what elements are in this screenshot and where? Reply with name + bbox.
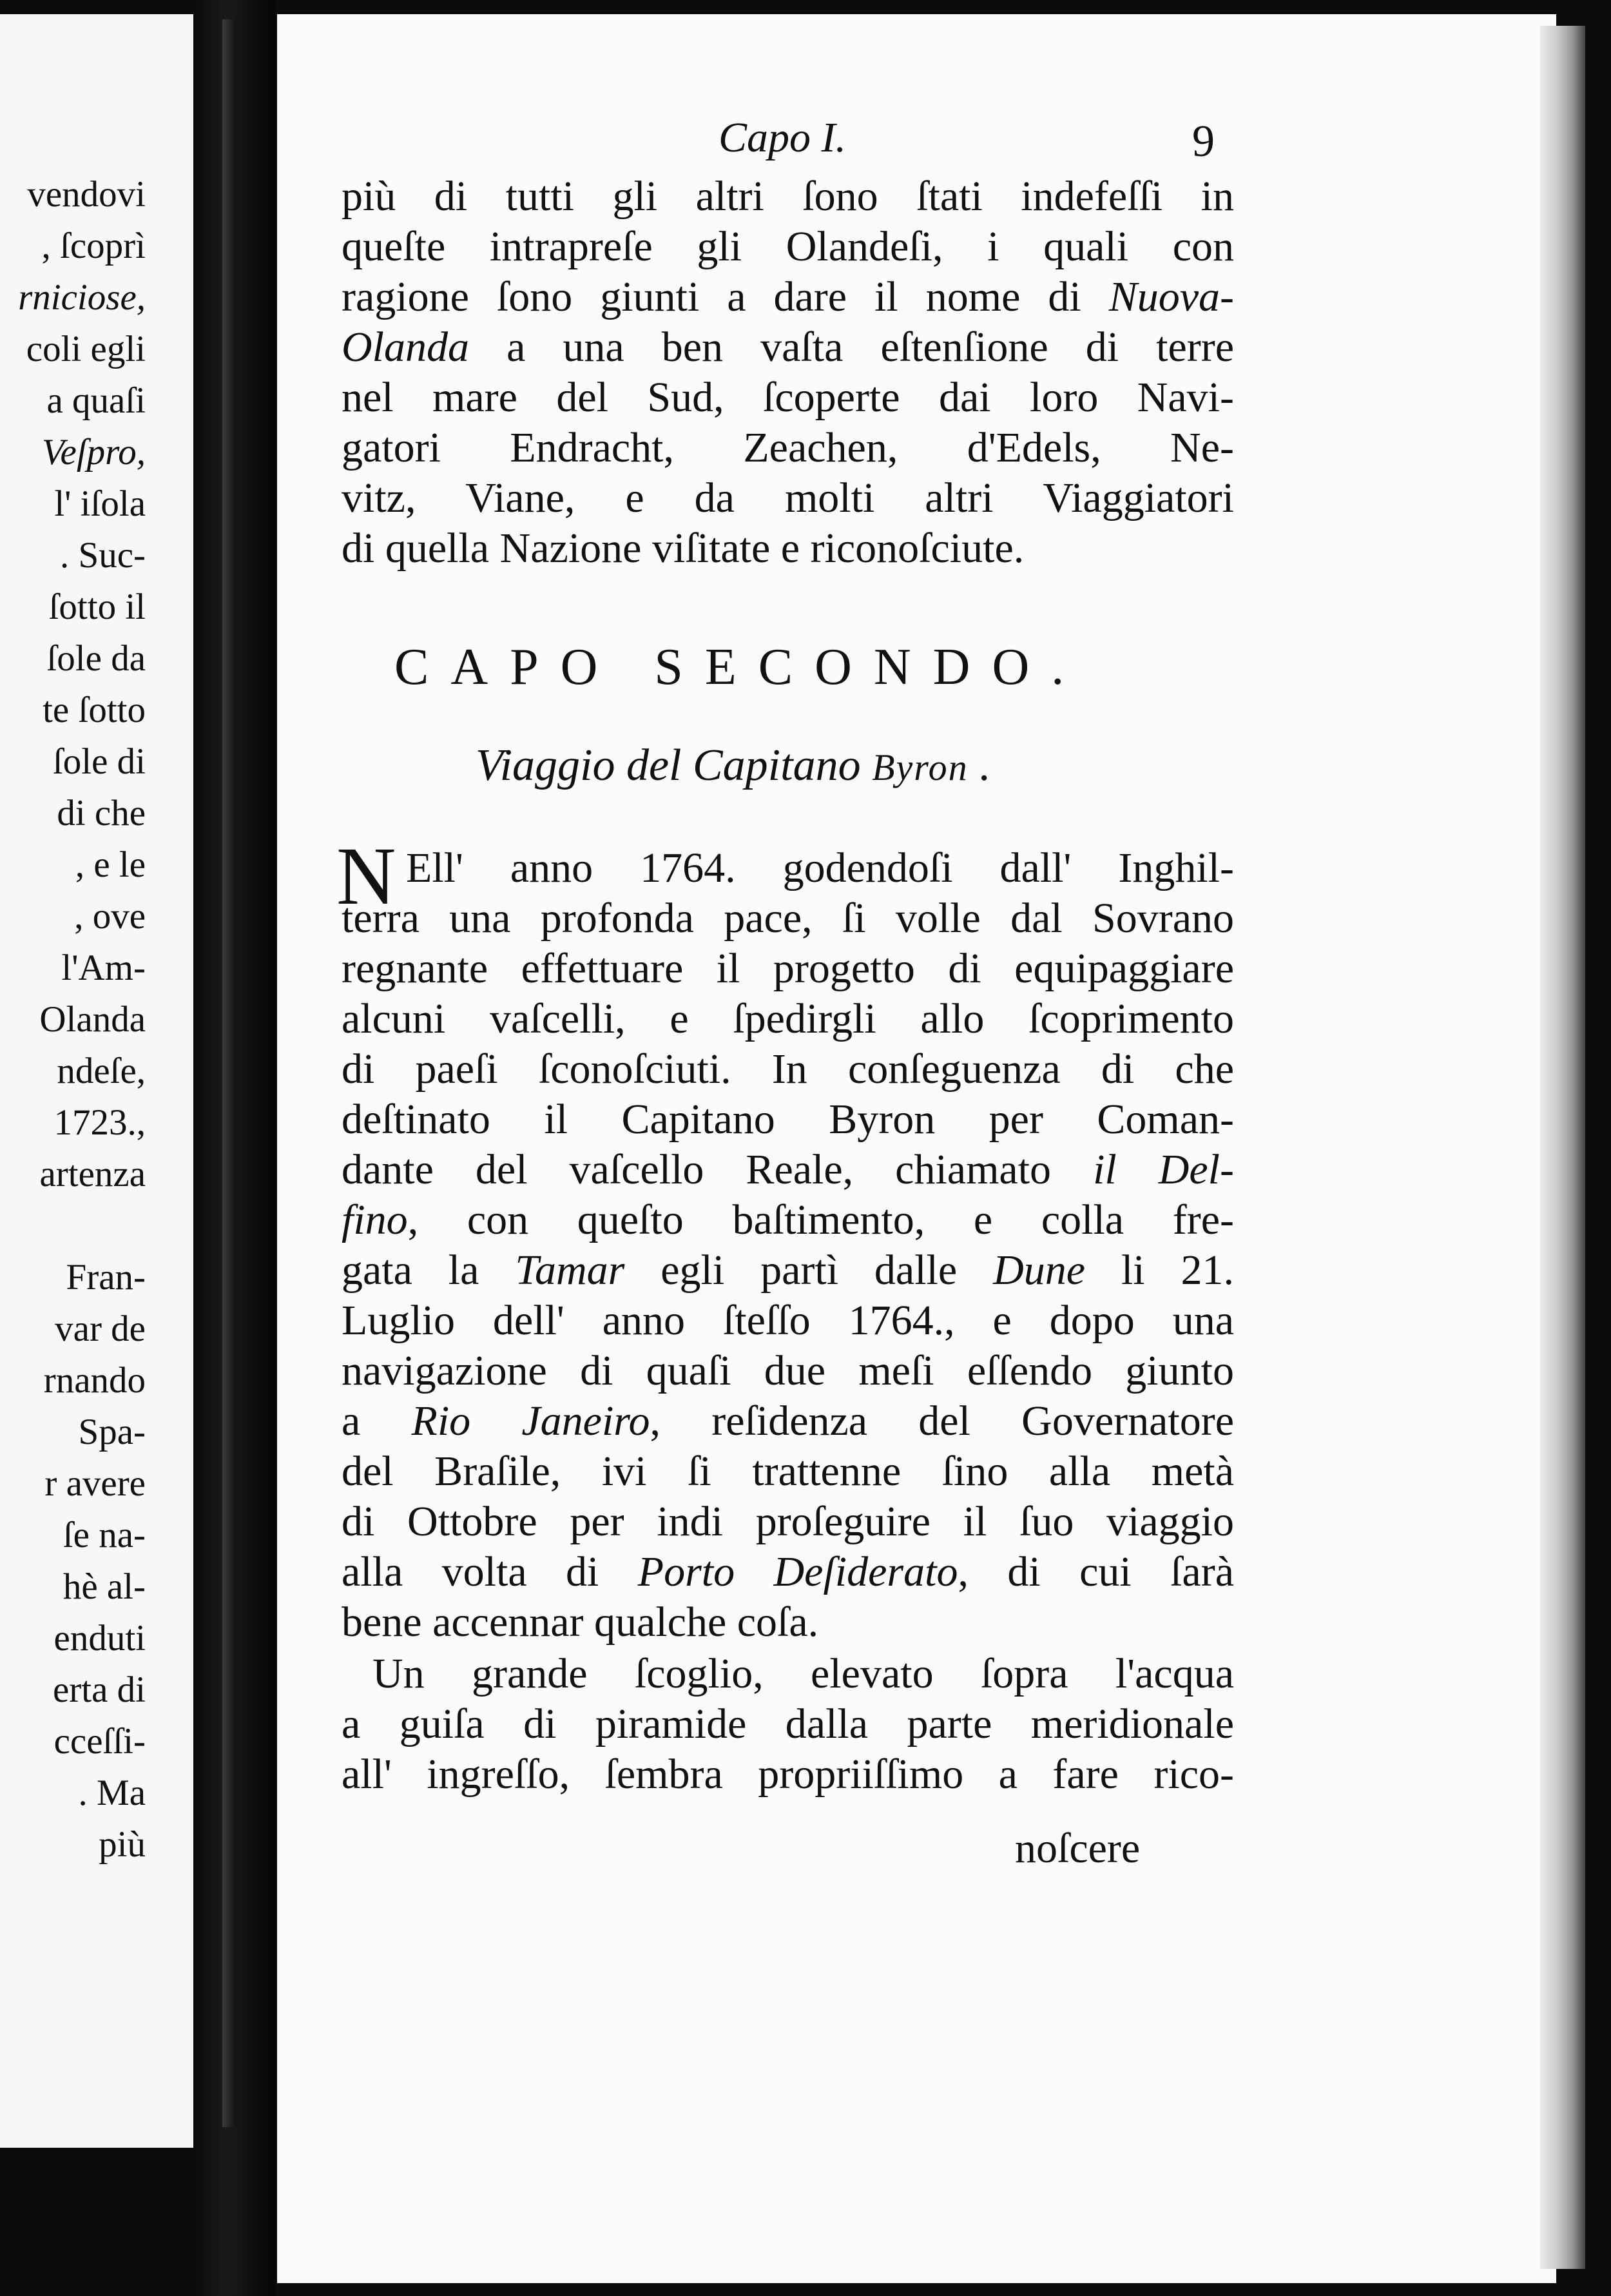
- text-line: queſte intrapreſe gli Olandeſi, i quali con: [342, 223, 1234, 270]
- left-page-line: var de: [55, 1309, 146, 1349]
- text-span: a: [342, 1397, 361, 1445]
- left-page-line: vendovi: [27, 174, 146, 215]
- left-page-line: Veſpro,: [42, 432, 146, 472]
- text-line: [342, 273, 1234, 321]
- text-span: gata la: [342, 1247, 479, 1294]
- section-title-name: Byron: [872, 746, 969, 788]
- italic-ship-name: Tamar: [515, 1247, 625, 1294]
- drop-cap: N: [336, 830, 396, 922]
- italic-place-name: Nuova-: [1108, 273, 1234, 320]
- text-line: alcuni vaſcelli, e ſpedirgli allo ſcoprimento: [342, 995, 1234, 1042]
- left-page-line: , ove: [74, 896, 146, 937]
- left-page-line: r avere: [44, 1463, 146, 1504]
- left-page-line: . Suc-: [60, 535, 146, 576]
- text-line: all' ingreſſo, ſembra propriiſſimo a fare rico-: [342, 1751, 1234, 1798]
- text-line: regnante effettuare il progetto di equipaggiare: [342, 945, 1234, 992]
- left-page-line: l' iſola: [54, 483, 146, 524]
- left-page-line: erta di: [52, 1669, 146, 1710]
- left-page-line: , ſcoprì: [41, 226, 146, 266]
- text-line: del Braſile, ivi ſi trattenne ſino alla metà: [342, 1448, 1234, 1495]
- italic-ship-name: il Del-: [1093, 1146, 1235, 1193]
- left-page-line: ſotto il: [48, 587, 146, 627]
- chapter-heading: CAPO SECONDO.: [394, 639, 1086, 696]
- text-line: [342, 1146, 1234, 1194]
- text-line: navigazione di quaſi due meſi eſſendo giunto: [342, 1347, 1234, 1394]
- text-span: , con queſto baſtimento, e colla fre-: [407, 1196, 1234, 1243]
- text-span: egli partì dalle: [661, 1247, 958, 1294]
- left-page-line: di che: [57, 793, 146, 833]
- text-line: vitz, Viane, e da molti altri Viaggiatori: [342, 474, 1234, 521]
- text-line: a guiſa di piramide dalla parte meridionale: [342, 1700, 1234, 1747]
- text-line: [342, 1196, 1234, 1244]
- section-title-period: .: [979, 741, 991, 790]
- left-page-line: a quaſi: [46, 380, 146, 421]
- text-line: Un grande ſcoglio, elevato ſopra l'acqua: [372, 1650, 1234, 1697]
- text-line: deſtinato il Capitano Byron per Coman-: [342, 1096, 1234, 1143]
- section-title: [476, 740, 991, 792]
- gutter-page-edge: [222, 19, 236, 2127]
- left-page-line: Spa-: [78, 1412, 146, 1452]
- text-span: li 21.: [1121, 1247, 1234, 1294]
- text-span: a una ben vaſta eſtenſione di terre: [506, 324, 1235, 371]
- text-line: Luglio dell' anno ſteſſo 1764., e dopo una: [342, 1297, 1234, 1344]
- left-page-line: l'Am-: [61, 948, 146, 988]
- italic-place-name: Olanda: [342, 324, 469, 371]
- text-line: bene accennar qualche coſa.: [342, 1599, 819, 1646]
- text-line: [342, 324, 1234, 371]
- text-line: gatori Endracht, Zeachen, d'Edels, Ne-: [342, 424, 1234, 471]
- italic-ship-name: fino: [342, 1196, 408, 1243]
- left-page-line: 1723.,: [53, 1102, 146, 1143]
- text-span: dante del vaſcello Reale, chiamato: [342, 1146, 1052, 1193]
- left-page-line: . Ma: [78, 1773, 146, 1813]
- left-page-line: rnando: [43, 1360, 146, 1401]
- left-page-line: coli egli: [26, 329, 146, 369]
- left-page-line: enduti: [53, 1618, 146, 1659]
- text-line: [342, 1397, 1234, 1445]
- left-page-line: ſole di: [52, 741, 146, 782]
- italic-place-name: Rio Janeiro: [411, 1397, 650, 1445]
- text-span: , di cui ſarà: [958, 1548, 1235, 1595]
- text-line: [342, 1548, 1234, 1596]
- text-line: di paeſi ſconoſciuti. In conſeguenza di che: [342, 1046, 1234, 1093]
- left-page-line: cceſſi-: [53, 1721, 146, 1762]
- left-page-fragment: [0, 14, 193, 2148]
- running-head-title: Capo I.: [719, 114, 846, 161]
- text-line: più di tutti gli altri ſono ſtati indefeſſi in: [342, 173, 1234, 220]
- left-page-line: rniciose,: [18, 277, 146, 318]
- section-title-text: Viaggio del Capitano: [476, 741, 861, 790]
- text-span: , reſidenza del Governatore: [650, 1397, 1234, 1445]
- text-span: ragione ſono giunti a dare il nome di: [342, 273, 1081, 320]
- italic-place-name: Dune: [993, 1247, 1086, 1294]
- left-page-line: , e le: [75, 844, 146, 885]
- left-page-line: te ſotto: [43, 690, 146, 730]
- left-page-line: più: [99, 1824, 146, 1865]
- left-page-line: ſe na-: [63, 1515, 146, 1555]
- text-line: nel mare del Sud, ſcoperte dai loro Navi-: [342, 374, 1234, 421]
- text-line: Ell' anno 1764. godendoſi dall' Inghil-: [406, 844, 1234, 891]
- left-page-line: Fran-: [66, 1257, 146, 1298]
- text-line: [342, 1247, 1234, 1294]
- running-header: [0, 113, 1611, 165]
- page-edge-shadow: [1540, 26, 1585, 2269]
- left-page-line: artenza: [39, 1154, 146, 1194]
- left-page-line: Olanda: [39, 999, 146, 1040]
- text-line: di quella Nazione viſitate e riconoſciute.: [342, 525, 1025, 572]
- italic-place-name: Porto Deſiderato: [637, 1548, 958, 1595]
- text-line: terra una profonda pace, ſi volle dal Sovrano: [342, 895, 1234, 942]
- left-page-line: ſole da: [46, 638, 146, 679]
- text-line: di Ottobre per indi proſeguire il ſuo viaggio: [342, 1498, 1234, 1545]
- left-page-line: ndeſe,: [57, 1051, 146, 1091]
- left-page-line: hè al-: [63, 1566, 146, 1607]
- catchword: noſcere: [1015, 1825, 1141, 1872]
- page-number: 9: [1192, 117, 1215, 166]
- text-span: alla volta di: [342, 1548, 599, 1595]
